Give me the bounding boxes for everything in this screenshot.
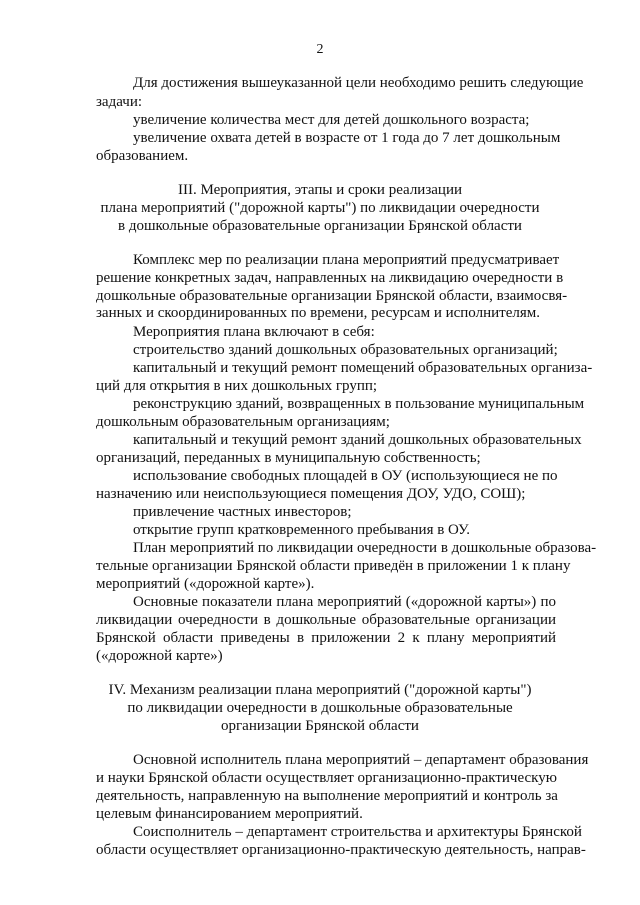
text-line: Основные показатели плана мероприятий («дорожной карты») по [133, 594, 556, 610]
text-line: занных и скоординированных по времени, ресурсам и исполнителям. [96, 305, 540, 321]
section-heading: в дошкольные образовательные организации Брянской области [118, 218, 522, 234]
section-heading: III. Мероприятия, этапы и сроки реализации [177, 182, 463, 198]
text-line: Для достижения вышеуказанной цели необходимо решить следующие [133, 75, 584, 91]
text-line: Соисполнитель – департамент строительства и архитектуры Брянской [133, 824, 582, 840]
text-line: открытие групп кратковременного пребывания в ОУ. [133, 522, 470, 538]
text-line: ликвидации очередности в дошкольные образовательные организации [96, 612, 556, 628]
text-line: и науки Брянской области осуществляет организационно-практическую [96, 770, 557, 786]
text-line: организаций, переданных в муниципальную собственность; [96, 450, 481, 466]
text-line: капитальный и текущий ремонт помещений образовательных организа- [133, 360, 593, 376]
text-line: тельные организации Брянской области приведён в приложении 1 к плану [96, 558, 571, 574]
section-heading: организации Брянской области [221, 718, 419, 734]
text-line: увеличение охвата детей в возрасте от 1 года до 7 лет дошкольным [133, 130, 561, 146]
text-line: строительство зданий дошкольных образовательных организаций; [133, 342, 558, 358]
text-line: задачи: [96, 94, 143, 110]
text-line: План мероприятий по ликвидации очередности в дошкольные образова- [133, 540, 597, 556]
text-line: Мероприятия плана включают в себя: [133, 324, 375, 340]
text-line: привлечение частных инвесторов; [133, 504, 352, 520]
text-line: дошкольным образовательным организациям; [96, 414, 390, 430]
text-line: мероприятий («дорожной карте»). [96, 576, 315, 592]
text-line: ций для открытия в них дошкольных групп; [96, 378, 378, 394]
text-line: капитальный и текущий ремонт зданий дошкольных образовательных [133, 432, 582, 448]
text-line: использование свободных площадей в ОУ (использующиеся не по [133, 468, 558, 484]
text-line: Брянской области приведены в приложении 2 к плану мероприятий [96, 630, 556, 646]
section-heading: плана мероприятий ("дорожной карты") по ликвидации очередности [100, 200, 540, 216]
text-line: реконструкцию зданий, возвращенных в пользование муниципальным [133, 396, 585, 412]
text-line: («дорожной карте») [96, 648, 223, 664]
section-heading: по ликвидации очередности в дошкольные образовательные [127, 700, 513, 716]
section-heading: IV. Механизм реализации плана мероприятий ("дорожной карты") [108, 682, 532, 698]
text-line: области осуществляет организационно-практическую деятельность, направ- [96, 842, 586, 858]
text-line: деятельность, направленную на выполнение мероприятий и контроль за [96, 788, 558, 804]
text-line: образованием. [96, 148, 189, 164]
text-line: увеличение количества мест для детей дошкольного возраста; [133, 112, 530, 128]
text-line: решение конкретных задач, направленных на ликвидацию очередности в [96, 270, 564, 286]
text-line: целевым финансированием мероприятий. [96, 806, 363, 822]
page-number: 2 [316, 42, 324, 57]
text-line: Комплекс мер по реализации плана мероприятий предусматривает [133, 252, 560, 268]
text-line: Основной исполнитель плана мероприятий – департамент образования [133, 752, 589, 768]
text-line: дошкольные образовательные организации Брянской области, взаимосвя- [96, 288, 568, 304]
text-line: назначению или неиспользующиеся помещения ДОУ, УДО, СОШ); [96, 486, 526, 502]
